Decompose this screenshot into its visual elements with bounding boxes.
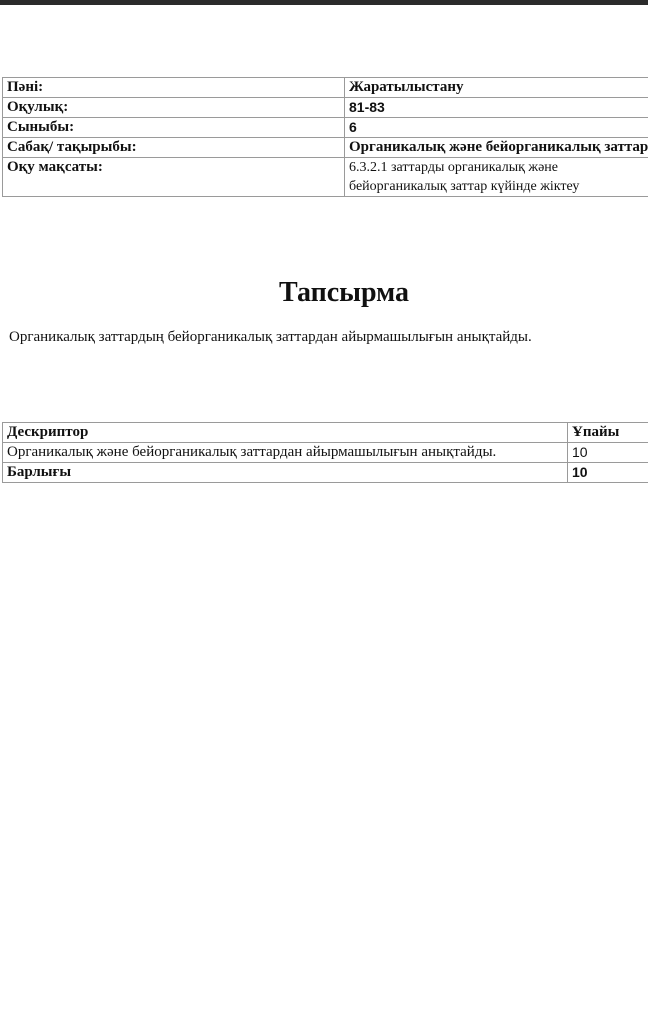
table-row bbox=[3, 138, 648, 158]
table-header-row bbox=[3, 423, 648, 443]
table-row bbox=[3, 443, 648, 463]
top-bar bbox=[0, 0, 648, 5]
table-row bbox=[3, 118, 648, 138]
textbook-label: Оқулық: bbox=[3, 98, 345, 118]
table-row bbox=[3, 158, 648, 197]
total-points: 10 bbox=[568, 463, 648, 483]
total-label: Барлығы bbox=[3, 463, 568, 483]
descriptor-header: Дескриптор bbox=[3, 423, 568, 443]
points-header: Ұпайы bbox=[568, 423, 648, 443]
topic-label: Сабақ/ тақырыбы: bbox=[3, 138, 345, 158]
objective-label: Оқу мақсаты: bbox=[3, 158, 345, 197]
table-total-row bbox=[3, 463, 648, 483]
objective-value: 6.3.2.1 заттарды органикалық және бейорганикалық заттар күйінде жіктеу bbox=[345, 158, 648, 197]
lesson-info-table bbox=[2, 77, 648, 197]
subject-value: Жаратылыстану bbox=[345, 78, 648, 98]
task-text: Органикалық заттардың бейорганикалық заттардан айырмашылығын анықтайды. bbox=[9, 329, 532, 345]
table-row bbox=[3, 98, 648, 118]
textbook-value: 81-83 bbox=[345, 98, 648, 118]
grade-label: Сыныбы: bbox=[3, 118, 345, 138]
subject-label: Пәні: bbox=[3, 78, 345, 98]
grade-value: 6 bbox=[345, 118, 648, 138]
points-cell: 10 bbox=[568, 443, 648, 463]
table-row bbox=[3, 78, 648, 98]
task-title: Тапсырма bbox=[278, 277, 410, 308]
descriptor-table bbox=[2, 422, 648, 483]
topic-value: Органикалық және бейорганикалық заттар bbox=[345, 138, 648, 158]
descriptor-cell: Органикалық және бейорганикалық заттардан айырмашылығын анықтайды. bbox=[3, 443, 568, 463]
